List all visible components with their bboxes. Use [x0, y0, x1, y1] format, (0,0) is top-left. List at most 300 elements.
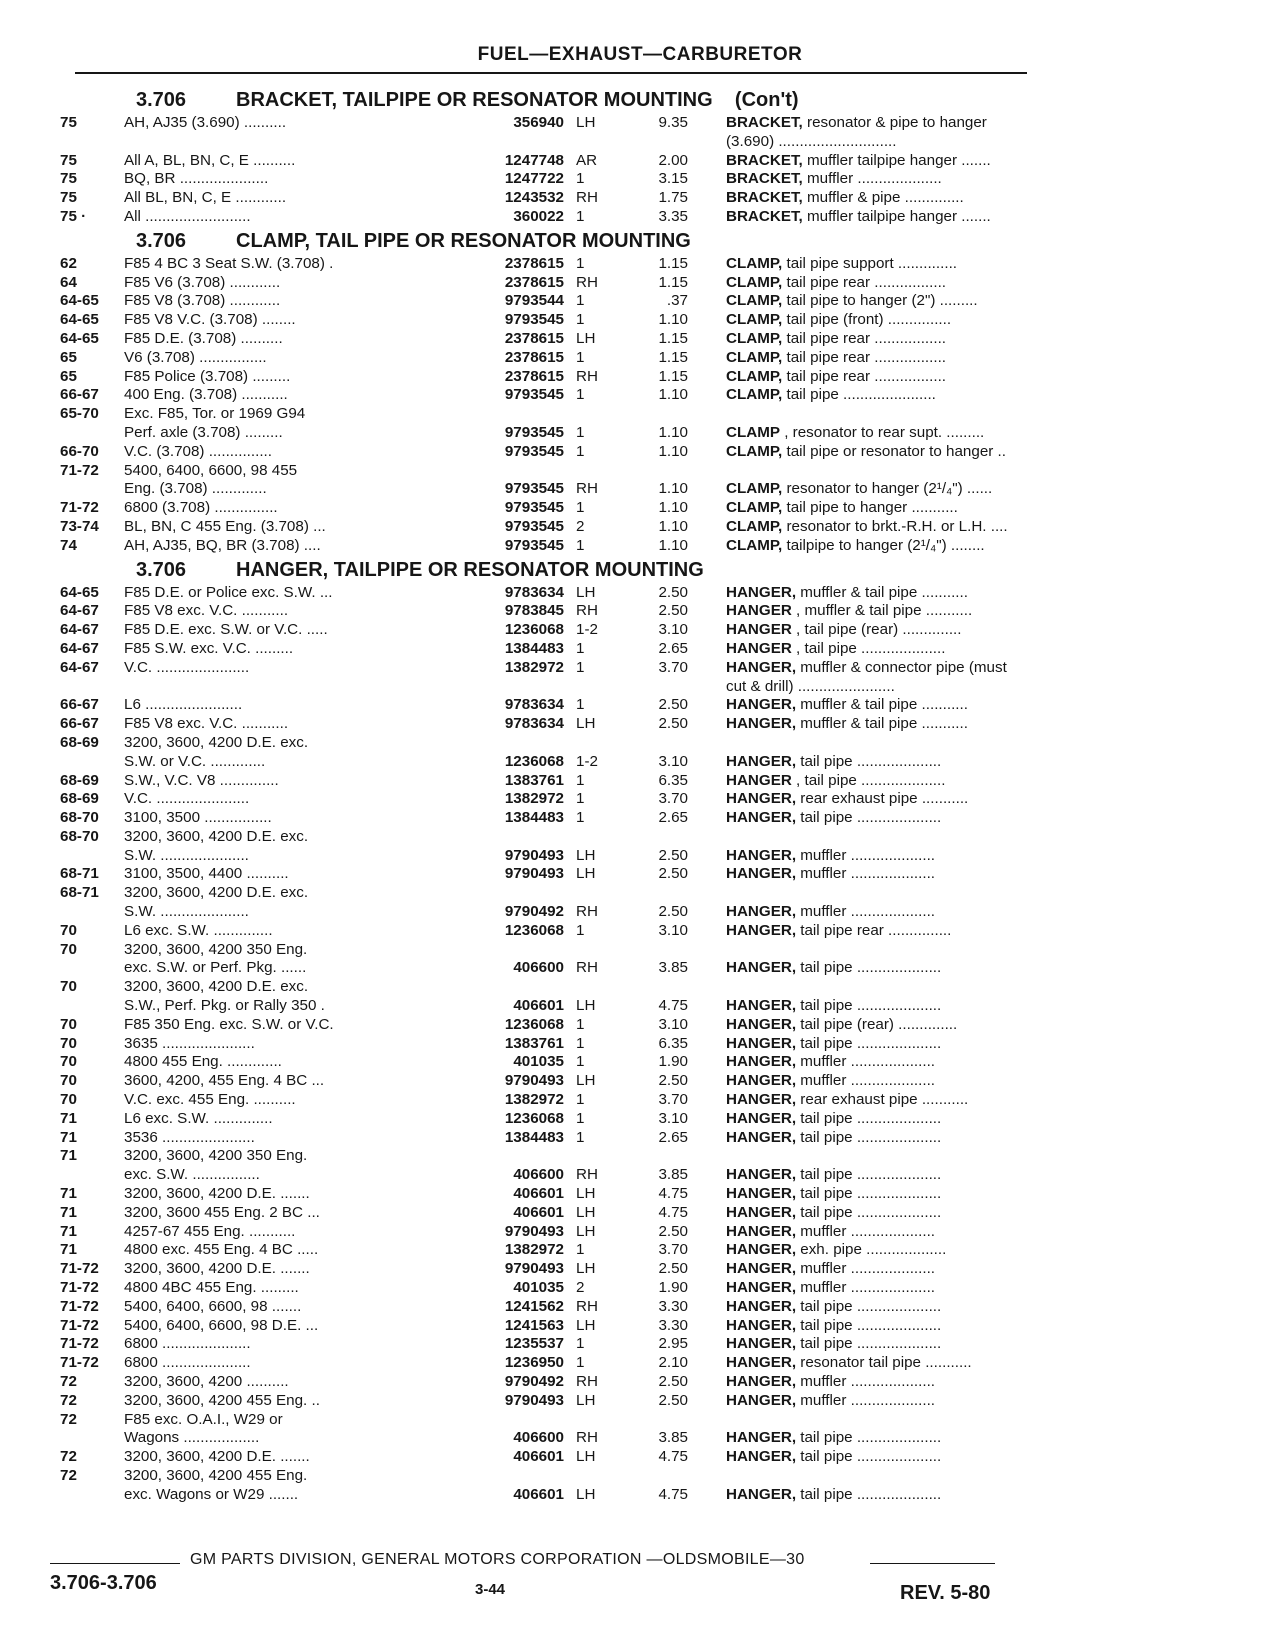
- description: [726, 424, 1086, 443]
- part-number: 406601: [513, 1185, 564, 1203]
- parts-row: [60, 678, 1030, 697]
- price: 3.70: [658, 658, 688, 676]
- part-number: 1236068: [504, 1109, 564, 1127]
- quantity: LH: [576, 1203, 596, 1221]
- part-number: 1383761: [504, 1034, 564, 1052]
- part-number: 406601: [513, 1448, 564, 1466]
- application: exc. S.W. or Perf. Pkg. ......: [124, 959, 307, 977]
- parts-row: [60, 1016, 1030, 1035]
- description: [726, 696, 1086, 715]
- description: [726, 330, 1086, 349]
- parts-row: [60, 997, 1030, 1016]
- parts-row: [60, 537, 1030, 556]
- part-number: 1247748: [504, 151, 564, 169]
- model-year: 64-67: [60, 621, 99, 639]
- quantity: 1: [576, 386, 585, 404]
- parts-row: [60, 1486, 1030, 1505]
- application: 3200, 3600, 4200 D.E. exc.: [124, 827, 309, 845]
- description-text: tail pipe ....................: [796, 1128, 942, 1146]
- application: F85 4 BC 3 Seat S.W. (3.708) .: [124, 254, 334, 272]
- description-text: tailpipe to hanger (2¹/₄") ........: [782, 536, 985, 554]
- part-number: 9790493: [504, 1072, 564, 1090]
- description: [726, 1091, 1086, 1110]
- description-keyword: CLAMP,: [726, 329, 783, 347]
- description-text: tail pipe ....................: [796, 752, 942, 770]
- description-keyword: HANGER,: [726, 1279, 797, 1297]
- description: [726, 292, 1086, 311]
- description-keyword: CLAMP: [726, 423, 780, 441]
- description: [726, 772, 1086, 791]
- application: 5400, 6400, 6600, 98 .......: [124, 1297, 302, 1315]
- description-keyword: HANGER,: [726, 997, 797, 1015]
- parts-row: [60, 584, 1030, 603]
- price: 2.50: [658, 583, 688, 601]
- section-suffix: (Con't): [734, 89, 799, 111]
- application: 3200, 3600, 4200 D.E. .......: [124, 1185, 310, 1203]
- model-year: 68-70: [60, 827, 99, 845]
- quantity: 2: [576, 1279, 585, 1297]
- model-year: 65: [60, 348, 77, 366]
- parts-row: [60, 659, 1030, 678]
- price: 4.75: [658, 1185, 688, 1203]
- parts-row: [60, 1392, 1030, 1411]
- price: 2.50: [658, 846, 688, 864]
- description-text: tail pipe ....................: [796, 1485, 942, 1503]
- application: 3200, 3600 455 Eng. 2 BC ...: [124, 1203, 320, 1221]
- quantity: 1: [576, 1034, 585, 1052]
- parts-row: [60, 753, 1030, 772]
- description-keyword: BRACKET,: [726, 207, 803, 225]
- model-year: 70: [60, 1072, 77, 1090]
- footer-publisher: GM PARTS DIVISION, GENERAL MOTORS CORPORATION —OLDSMOBILE—30: [190, 1551, 805, 1568]
- description: [726, 368, 1086, 387]
- part-number: 2378615: [504, 273, 564, 291]
- description-keyword: BRACKET,: [726, 189, 803, 207]
- price: 9.35: [658, 114, 688, 131]
- description: [726, 753, 1086, 772]
- application: F85 D.E. (3.708) ..........: [124, 329, 283, 347]
- description-text: muffler & tail pipe ...........: [796, 696, 968, 714]
- price: 2.65: [658, 809, 688, 827]
- section-title: CLAMP, TAIL PIPE OR RESONATOR MOUNTING: [236, 229, 691, 252]
- price: 1.10: [658, 423, 688, 441]
- description-keyword: HANGER,: [726, 1429, 797, 1447]
- description-keyword: CLAMP,: [726, 442, 783, 460]
- part-number: 1241562: [504, 1297, 564, 1315]
- description: [726, 1166, 1086, 1185]
- parts-row: [60, 1204, 1030, 1223]
- description-keyword: HANGER,: [726, 1335, 797, 1353]
- application: 3600, 4200, 455 Eng. 4 BC ...: [124, 1072, 325, 1090]
- model-year: 70: [60, 1091, 77, 1109]
- description: [726, 1053, 1086, 1072]
- price: 6.35: [658, 771, 688, 789]
- description: [726, 386, 1086, 405]
- part-number: 406600: [513, 959, 564, 977]
- footer-rule-right: [870, 1563, 995, 1564]
- price: 1.10: [658, 517, 688, 535]
- description-text: cut & drill) .......................: [726, 677, 895, 695]
- description: [726, 1035, 1086, 1054]
- model-year: 71-72: [60, 1354, 99, 1372]
- application: All .........................: [124, 207, 251, 225]
- description-text: , resonator to rear supt. .........: [780, 423, 985, 441]
- price: 2.50: [658, 865, 688, 883]
- description-keyword: HANGER,: [726, 1203, 797, 1221]
- description-text: tail pipe ....................: [796, 997, 942, 1015]
- model-year: 66-67: [60, 386, 99, 404]
- part-number: 9783634: [504, 696, 564, 714]
- price: 4.75: [658, 1485, 688, 1503]
- application: 3200, 3600, 4200 350 Eng.: [124, 940, 308, 958]
- parts-row: [60, 1260, 1030, 1279]
- parts-row: [60, 828, 1030, 847]
- description-text: muffler & pipe ..............: [802, 189, 964, 207]
- description: [726, 1373, 1086, 1392]
- price: 1.10: [658, 480, 688, 498]
- description: [726, 1016, 1086, 1035]
- application: F85 V8 exc. V.C. ...........: [124, 715, 289, 733]
- quantity: 1: [576, 1128, 585, 1146]
- application: 6800 (3.708) ...............: [124, 499, 278, 517]
- model-year: 71: [60, 1203, 77, 1221]
- price: 1.15: [658, 329, 688, 347]
- parts-row: [60, 1185, 1030, 1204]
- description-keyword: BRACKET,: [726, 114, 803, 131]
- application: 3200, 3600, 4200 455 Eng.: [124, 1466, 308, 1484]
- price: 3.30: [658, 1297, 688, 1315]
- application: L6 exc. S.W. ..............: [124, 1109, 273, 1127]
- part-number: 1243532: [504, 189, 564, 207]
- quantity: LH: [576, 1485, 596, 1503]
- model-year: 71: [60, 1109, 77, 1127]
- description-text: tail pipe ....................: [796, 959, 942, 977]
- model-year: 70: [60, 940, 77, 958]
- description-keyword: HANGER,: [726, 1053, 797, 1071]
- description: [726, 865, 1086, 884]
- description: [726, 537, 1086, 556]
- parts-row: [60, 518, 1030, 537]
- quantity: 1: [576, 442, 585, 460]
- description: [726, 170, 1086, 189]
- description-text: tail pipe rear .................: [782, 273, 947, 291]
- parts-row: [60, 499, 1030, 518]
- part-number: 1383761: [504, 771, 564, 789]
- description-text: tail pipe ....................: [796, 1297, 942, 1315]
- quantity: RH: [576, 602, 598, 620]
- quantity: RH: [576, 959, 598, 977]
- price: 3.70: [658, 1241, 688, 1259]
- quantity: 1: [576, 207, 585, 225]
- price: 3.85: [658, 959, 688, 977]
- quantity: 1: [576, 499, 585, 517]
- description: [726, 678, 1086, 697]
- price: 1.10: [658, 536, 688, 554]
- description-keyword: HANGER,: [726, 1109, 797, 1127]
- parts-listing: [60, 86, 1030, 1505]
- description-text: muffler ....................: [796, 1222, 936, 1240]
- quantity: 1-2: [576, 621, 598, 639]
- description-keyword: HANGER,: [726, 1091, 797, 1109]
- description: [726, 349, 1086, 368]
- model-year: 64-65: [60, 583, 99, 601]
- parts-row: [60, 1335, 1030, 1354]
- description: [726, 1448, 1086, 1467]
- model-year: 64-67: [60, 602, 99, 620]
- parts-row: [60, 1072, 1030, 1091]
- quantity: 1: [576, 1015, 585, 1033]
- description-text: rear exhaust pipe ...........: [796, 1091, 969, 1109]
- model-year: 71-72: [60, 1279, 99, 1297]
- model-year: 70: [60, 1053, 77, 1071]
- application: L6 exc. S.W. ..............: [124, 921, 273, 939]
- description-keyword: CLAMP,: [726, 292, 783, 310]
- description-text: muffler ....................: [796, 1279, 936, 1297]
- parts-row: [60, 386, 1030, 405]
- model-year: 75: [60, 151, 77, 169]
- description-keyword: CLAMP,: [726, 536, 783, 554]
- description-text: muffler ....................: [796, 1053, 936, 1071]
- price: 2.00: [658, 151, 688, 169]
- model-year: 71: [60, 1185, 77, 1203]
- part-number: 356940: [513, 114, 564, 131]
- price: 3.10: [658, 1109, 688, 1127]
- description-keyword: HANGER,: [726, 921, 797, 939]
- part-number: 406601: [513, 1485, 564, 1503]
- model-year: 70: [60, 1034, 77, 1052]
- application: F85 V8 (3.708) ............: [124, 292, 281, 310]
- description-keyword: CLAMP,: [726, 517, 783, 535]
- part-number: 9793545: [504, 480, 564, 498]
- description: [726, 1335, 1086, 1354]
- quantity: 2: [576, 517, 585, 535]
- quantity: LH: [576, 997, 596, 1015]
- part-number: 1236068: [504, 621, 564, 639]
- price: 1.90: [658, 1053, 688, 1071]
- model-year: 68-71: [60, 865, 99, 883]
- price: 1.90: [658, 1279, 688, 1297]
- footer-revision: REV. 5-80: [900, 1582, 991, 1604]
- price: 2.50: [658, 903, 688, 921]
- quantity: AR: [576, 151, 598, 169]
- description-keyword: HANGER,: [726, 1128, 797, 1146]
- parts-row: [60, 978, 1030, 997]
- parts-row: [60, 480, 1030, 499]
- description-text: tail pipe ....................: [796, 1335, 942, 1353]
- application: Perf. axle (3.708) .........: [124, 423, 283, 441]
- section-title: HANGER, TAILPIPE OR RESONATOR MOUNTING: [236, 558, 704, 581]
- description: [726, 640, 1086, 659]
- application: F85 S.W. exc. V.C. .........: [124, 639, 294, 657]
- price: 4.75: [658, 1448, 688, 1466]
- parts-row: [60, 274, 1030, 293]
- price: 1.10: [658, 442, 688, 460]
- description-keyword: HANGER,: [726, 1297, 797, 1315]
- parts-row: [60, 1223, 1030, 1242]
- description-keyword: HANGER,: [726, 790, 797, 808]
- model-year: 64-67: [60, 658, 99, 676]
- part-number: 9783634: [504, 583, 564, 601]
- model-year: 65: [60, 367, 77, 385]
- model-year: 70: [60, 1015, 77, 1033]
- parts-row: [60, 208, 1030, 227]
- application: 3200, 3600, 4200 D.E. exc.: [124, 978, 309, 996]
- application: F85 V6 (3.708) ............: [124, 273, 281, 291]
- description: [726, 1241, 1086, 1260]
- description-text: tail pipe rear ...............: [796, 921, 952, 939]
- description: [726, 1110, 1086, 1129]
- part-number: 360022: [513, 207, 564, 225]
- parts-row: [60, 1467, 1030, 1486]
- part-number: 9790493: [504, 846, 564, 864]
- parts-row: [60, 311, 1030, 330]
- quantity: 1: [576, 1241, 585, 1259]
- description: [726, 1204, 1086, 1223]
- application: F85 V8 exc. V.C. ...........: [124, 602, 289, 620]
- part-number: 9793545: [504, 499, 564, 517]
- description: [726, 1429, 1086, 1448]
- quantity: RH: [576, 1166, 598, 1184]
- model-year: 71-72: [60, 461, 99, 479]
- description: [726, 480, 1086, 499]
- price: 2.50: [658, 1373, 688, 1390]
- description-keyword: HANGER: [726, 621, 792, 639]
- description: [726, 903, 1086, 922]
- description-text: muffler ....................: [796, 1391, 936, 1409]
- parts-row: [60, 114, 1030, 133]
- price: 2.50: [658, 1260, 688, 1278]
- description-text: tail pipe to hanger (2") .........: [782, 292, 978, 310]
- model-year: 66-70: [60, 442, 99, 460]
- parts-row: [60, 884, 1030, 903]
- model-year: 74: [60, 536, 77, 554]
- description-text: tail pipe rear .................: [782, 329, 947, 347]
- description: [726, 1279, 1086, 1298]
- parts-row: [60, 405, 1030, 424]
- application: F85 exc. O.A.I., W29 or: [124, 1410, 283, 1428]
- parts-row: [60, 424, 1030, 443]
- part-number: 1236068: [504, 752, 564, 770]
- parts-row: [60, 1241, 1030, 1260]
- quantity: 1: [576, 639, 585, 657]
- description-keyword: BRACKET,: [726, 170, 803, 188]
- quantity: 1: [576, 658, 585, 676]
- price: 2.50: [658, 1391, 688, 1409]
- section-number: 3.706: [136, 89, 187, 111]
- parts-row: [60, 133, 1030, 152]
- description-text: tail pipe ....................: [796, 1316, 942, 1334]
- quantity: 1: [576, 170, 585, 188]
- quantity: 1: [576, 254, 585, 272]
- application: 3200, 3600, 4200 D.E. exc.: [124, 733, 309, 751]
- description: [726, 584, 1086, 603]
- application: 3200, 3600, 4200 350 Eng.: [124, 1147, 308, 1165]
- description: [726, 659, 1086, 678]
- application: BL, BN, C 455 Eng. (3.708) ...: [124, 517, 326, 535]
- model-year: 62: [60, 254, 77, 272]
- model-year: 71: [60, 1241, 77, 1259]
- parts-row: [60, 941, 1030, 960]
- description-text: muffler ....................: [796, 1260, 936, 1278]
- description-text: muffler tailpipe hanger .......: [802, 207, 991, 225]
- description: [726, 1317, 1086, 1336]
- model-year: 71-72: [60, 499, 99, 517]
- model-year: 72: [60, 1466, 77, 1484]
- price: 4.75: [658, 1203, 688, 1221]
- description: [726, 997, 1086, 1016]
- application: 3200, 3600, 4200 ..........: [124, 1373, 289, 1390]
- description-keyword: HANGER,: [726, 809, 797, 827]
- description-text: , muffler & tail pipe ...........: [791, 602, 973, 620]
- description-text: tail pipe ....................: [796, 1448, 942, 1466]
- application: Wagons ..................: [124, 1429, 260, 1447]
- description-text: rear exhaust pipe ...........: [796, 790, 969, 808]
- description: [726, 255, 1086, 274]
- part-number: 9790493: [504, 1260, 564, 1278]
- description-text: tail pipe support ..............: [782, 254, 958, 272]
- model-year: 72: [60, 1448, 77, 1466]
- quantity: 1: [576, 771, 585, 789]
- model-year: 66-67: [60, 696, 99, 714]
- part-number: 9793544: [504, 292, 564, 310]
- part-number: 1382972: [504, 1241, 564, 1259]
- section-number: 3.706: [136, 558, 187, 581]
- part-number: 2378615: [504, 329, 564, 347]
- footer-rule-left: [50, 1563, 180, 1564]
- part-number: 9793545: [504, 311, 564, 329]
- section-title: BRACKET, TAILPIPE OR RESONATOR MOUNTING: [236, 89, 713, 111]
- model-year: 68-69: [60, 790, 99, 808]
- description: [726, 1223, 1086, 1242]
- application: 4800 4BC 455 Eng. .........: [124, 1279, 299, 1297]
- description-keyword: HANGER,: [726, 1241, 797, 1259]
- parts-row: [60, 1035, 1030, 1054]
- model-year: 68-69: [60, 733, 99, 751]
- part-number: 2378615: [504, 367, 564, 385]
- parts-row: [60, 734, 1030, 753]
- quantity: RH: [576, 1429, 598, 1447]
- model-year: 68-70: [60, 809, 99, 827]
- price: 1.10: [658, 311, 688, 329]
- description-text: muffler ....................: [796, 1072, 936, 1090]
- parts-row: [60, 922, 1030, 941]
- description-text: muffler & connector pipe (must: [796, 658, 1007, 676]
- description-text: , tail pipe ....................: [791, 771, 946, 789]
- parts-row: [60, 330, 1030, 349]
- part-number: 1384483: [504, 639, 564, 657]
- price: 2.65: [658, 639, 688, 657]
- description-text: tail pipe (rear) ..............: [796, 1015, 958, 1033]
- model-year: 68-71: [60, 884, 99, 902]
- description-keyword: HANGER,: [726, 1485, 797, 1503]
- description-text: muffler ....................: [796, 846, 936, 864]
- parts-row: [60, 349, 1030, 368]
- part-number: 9790492: [504, 903, 564, 921]
- quantity: 1: [576, 696, 585, 714]
- description-text: muffler ....................: [796, 865, 936, 883]
- quantity: LH: [576, 1185, 596, 1203]
- parts-row: [60, 170, 1030, 189]
- description-text: tail pipe ....................: [796, 1429, 942, 1447]
- quantity: LH: [576, 114, 596, 131]
- application: F85 D.E. exc. S.W. or V.C. .....: [124, 621, 328, 639]
- price: 1.15: [658, 367, 688, 385]
- application: F85 V8 V.C. (3.708) ........: [124, 311, 296, 329]
- part-number: 9790492: [504, 1373, 564, 1390]
- part-number: 9793545: [504, 423, 564, 441]
- application: S.W. .....................: [124, 903, 249, 921]
- model-year: 64-67: [60, 639, 99, 657]
